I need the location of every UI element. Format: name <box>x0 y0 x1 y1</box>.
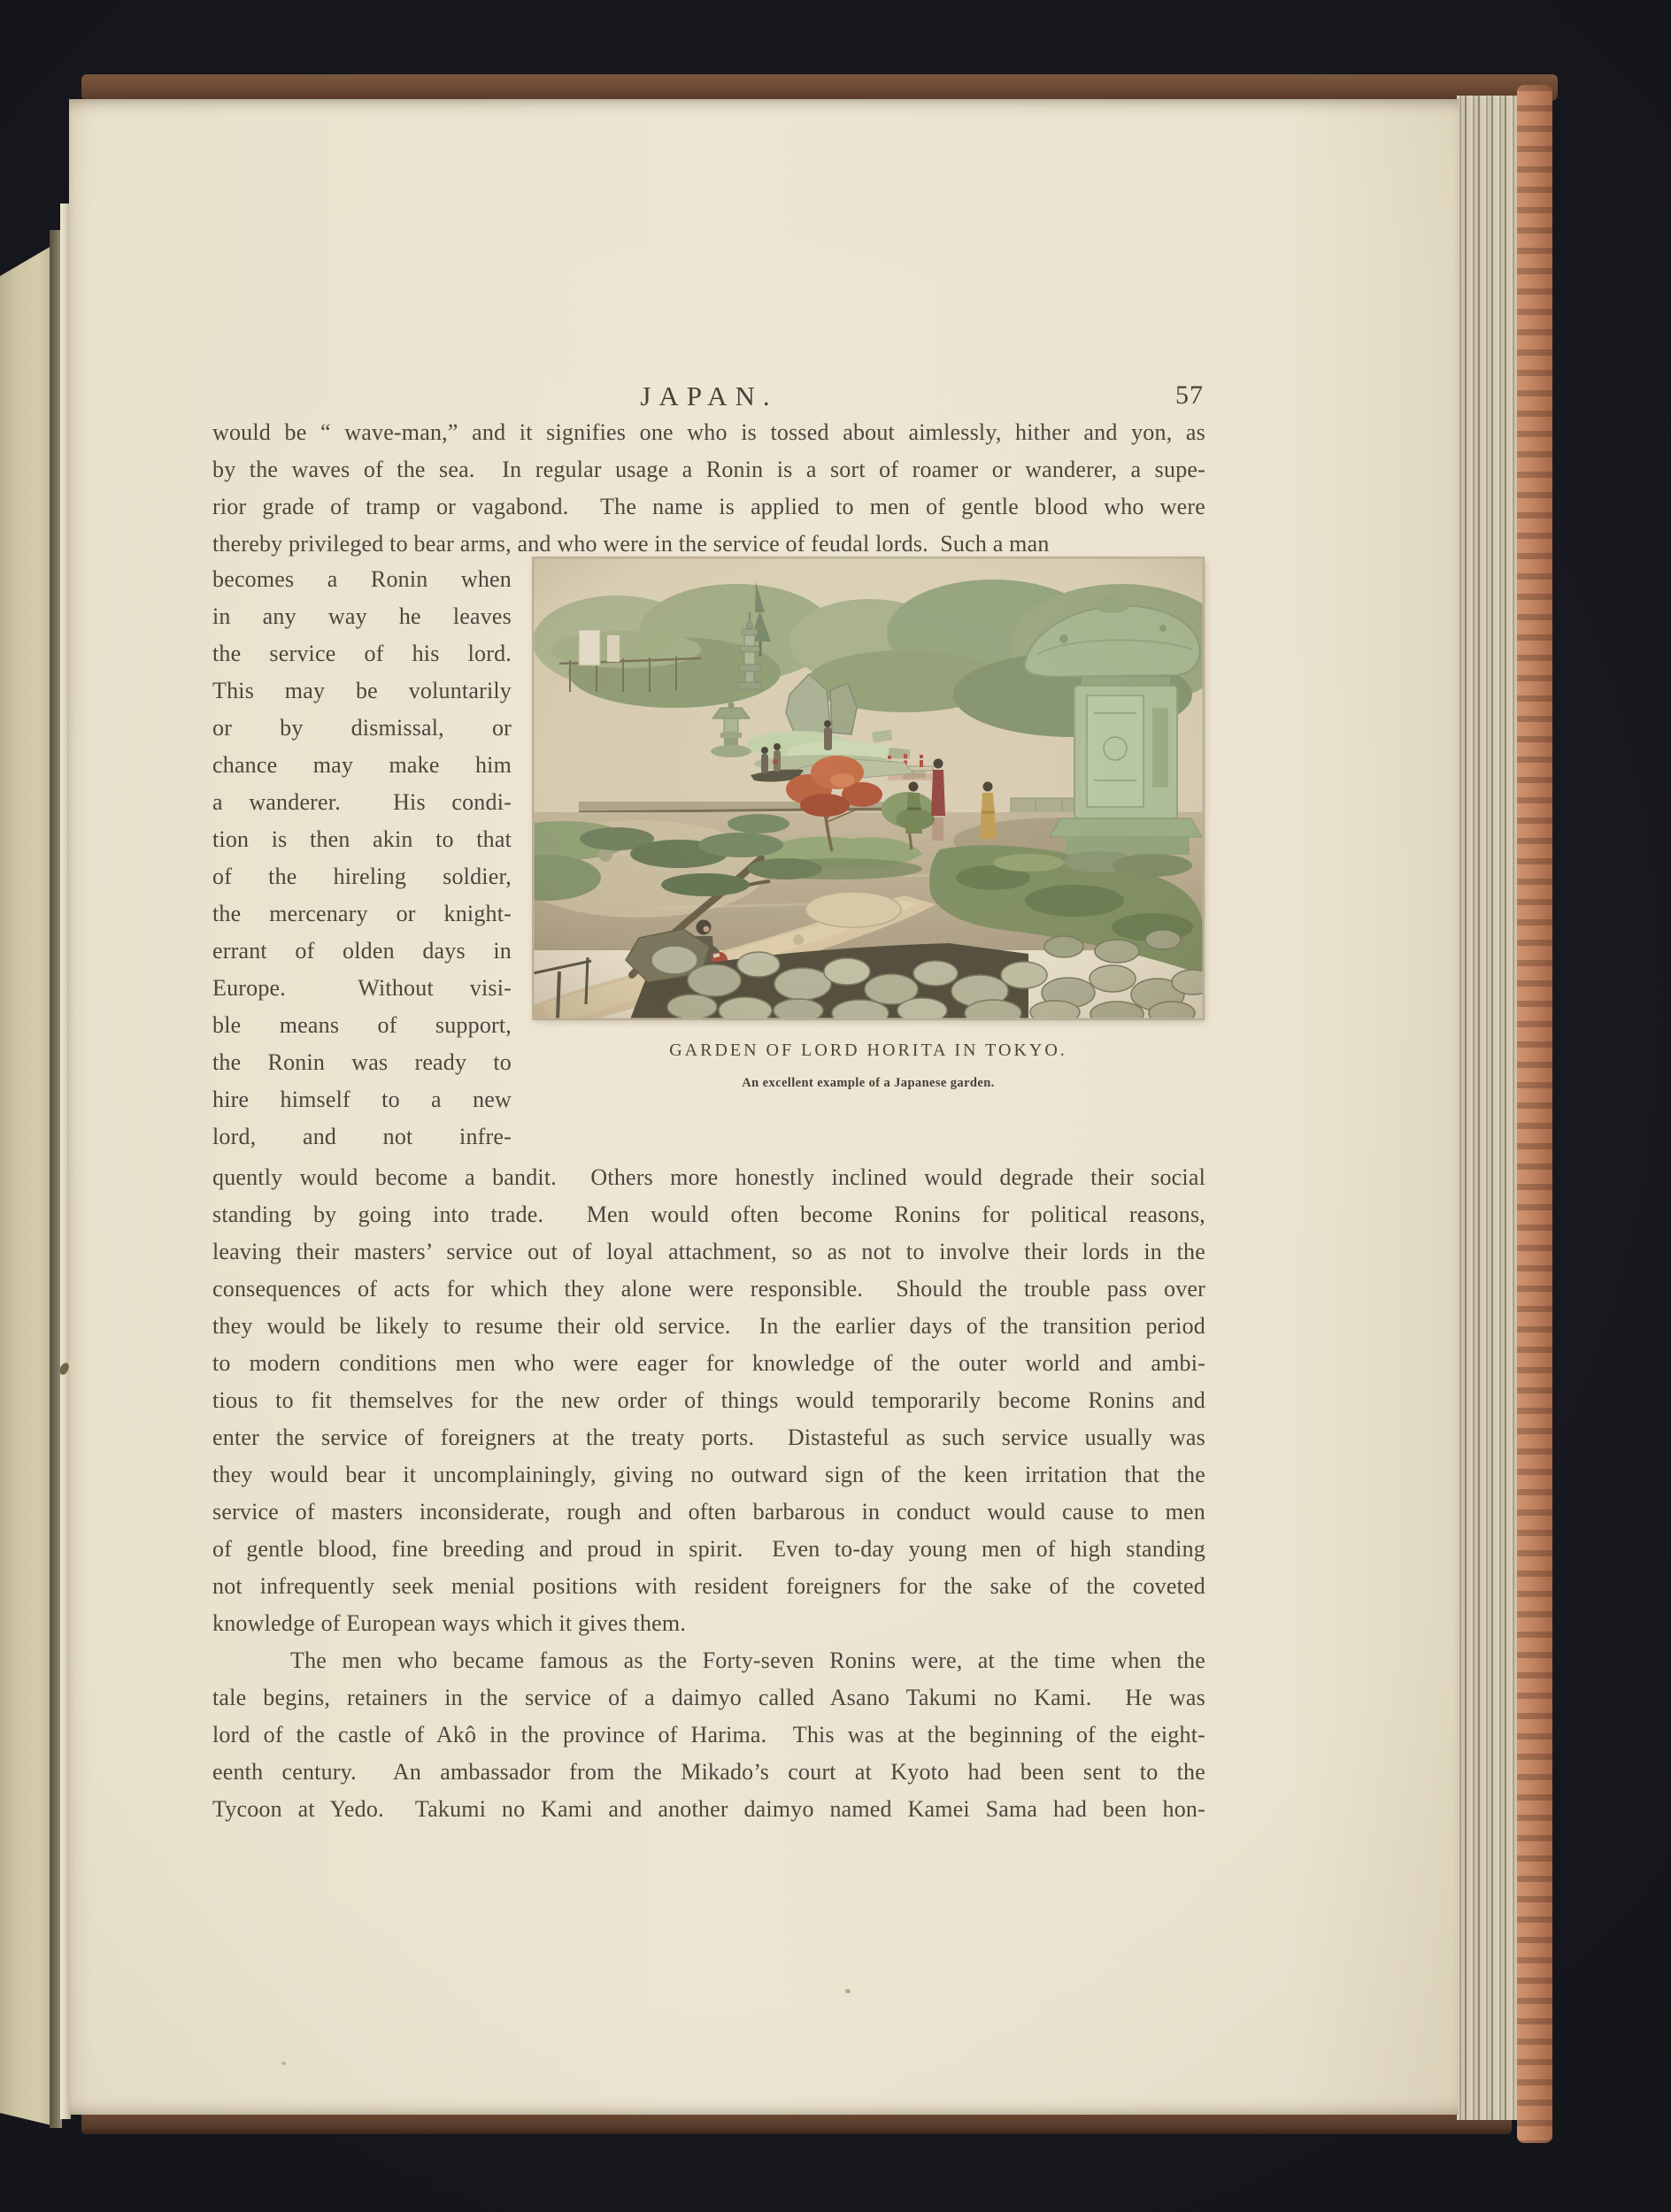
text-line: in any way he leaves <box>212 603 512 629</box>
text-line: service of masters inconsiderate, rough and often barbarous in conduct would cause to men <box>212 1499 1205 1525</box>
text-line: Europe. Without visi- <box>212 975 512 1001</box>
text-line: the service of his lord. <box>212 641 512 666</box>
text-line: lord of the castle of Akô in the province of Harima. This was at the beginning of the eight- <box>212 1722 1205 1747</box>
text-line: leaving their masters’ service out of loyal attachment, so as not to involve their lords in the <box>212 1239 1205 1264</box>
text-line: consequences of acts for which they alone were responsible. Should the trouble pass over <box>212 1276 1205 1302</box>
garden-photo-illustration <box>533 557 1204 1019</box>
text-line: would be “ wave-man,” and it signifies one who is tossed about aimlessly, hither and yon, as <box>212 419 1205 445</box>
facing-page-edge <box>0 246 51 2125</box>
paper-speck <box>281 2062 286 2065</box>
paragraph-intro <box>212 414 1205 563</box>
text-line: or by dismissal, or <box>212 715 512 741</box>
text-line: eenth century. An ambassador from the Mikado’s court at Kyoto had been sent to the <box>212 1759 1205 1785</box>
text-line: knowledge of European ways which it gives them. <box>212 1610 687 1636</box>
text-line: This may be voluntarily <box>212 678 512 703</box>
photo-subcaption: An excellent example of a Japanese garden. <box>742 1076 995 1090</box>
text-line: errant of olden days in <box>212 938 512 964</box>
text-line: lord, and not infre- <box>212 1124 512 1149</box>
book-page <box>69 99 1459 2115</box>
text-line: thereby privileged to bear arms, and who were in the service of feudal lords. Such a man <box>212 531 1050 557</box>
text-line: they would be likely to resume their old service. In the earlier days of the transition period <box>212 1313 1205 1339</box>
text-line: rior grade of tramp or vagabond. The name is applied to men of gentle blood who were <box>212 494 1205 519</box>
text-line: of gentle blood, fine breeding and proud in spirit. Even to-day young men of high standing <box>212 1536 1205 1562</box>
photo-caption: GARDEN OF LORD HORITA IN TOKYO. <box>669 1041 1067 1060</box>
fore-edge-page-stack <box>1457 96 1519 2120</box>
text-line: ble means of support, <box>212 1012 512 1038</box>
text-line: becomes a Ronin when <box>212 566 512 592</box>
text-line: Tycoon at Yedo. Takumi no Kami and another daimyo named Kamei Sama had been hon- <box>212 1796 1205 1822</box>
text-line: tale begins, retainers in the service of a daimyo called Asano Takumi no Kami. He was <box>212 1685 1205 1710</box>
book-cover-right-edge <box>1517 85 1552 2143</box>
text-line: of the hireling soldier, <box>212 864 512 889</box>
text-line: tion is then akin to that <box>212 826 512 852</box>
paragraph-continuation <box>212 1159 1205 1642</box>
text-line: standing by going into trade. Men would often become Ronins for political reasons, <box>212 1202 1205 1227</box>
paragraph-forty-seven-ronins <box>212 1642 1205 1828</box>
text-line: hire himself to a new <box>212 1087 512 1112</box>
paragraph-left-column <box>212 561 512 1156</box>
text-line: not infrequently seek menial positions with resident foreigners for the sake of the coveted <box>212 1573 1205 1599</box>
text-line: the mercenary or knight- <box>212 901 512 926</box>
paper-speck <box>845 1989 851 1993</box>
page-number: 57 <box>1175 380 1204 410</box>
text-line: tious to fit themselves for the new order of things would temporarily become Ronins and <box>212 1387 1205 1413</box>
text-line: by the waves of the sea. In regular usage a Ronin is a sort of roamer or wanderer, a supe- <box>212 457 1205 482</box>
text-line: quently would become a bandit. Others more honestly inclined would degrade their social <box>212 1164 1205 1190</box>
text-line: chance may make him <box>212 752 512 778</box>
text-line: The men who became famous as the Forty-seven Ronins were, at the time when the <box>290 1647 1205 1673</box>
text-line: enter the service of foreigners at the treaty ports. Distasteful as such service usually was <box>212 1425 1205 1450</box>
text-line: the Ronin was ready to <box>212 1049 512 1075</box>
book-cover-top-edge <box>81 74 1558 101</box>
text-line: a wanderer. His condi- <box>212 789 512 815</box>
page-title: JAPAN. <box>640 380 778 411</box>
garden-photograph <box>533 557 1204 1019</box>
text-line: they would bear it uncomplainingly, giving no outward sign of the keen irritation that the <box>212 1462 1205 1487</box>
photo-vignette <box>533 557 1204 1019</box>
text-line: to modern conditions men who were eager for knowledge of the outer world and ambi- <box>212 1350 1205 1376</box>
